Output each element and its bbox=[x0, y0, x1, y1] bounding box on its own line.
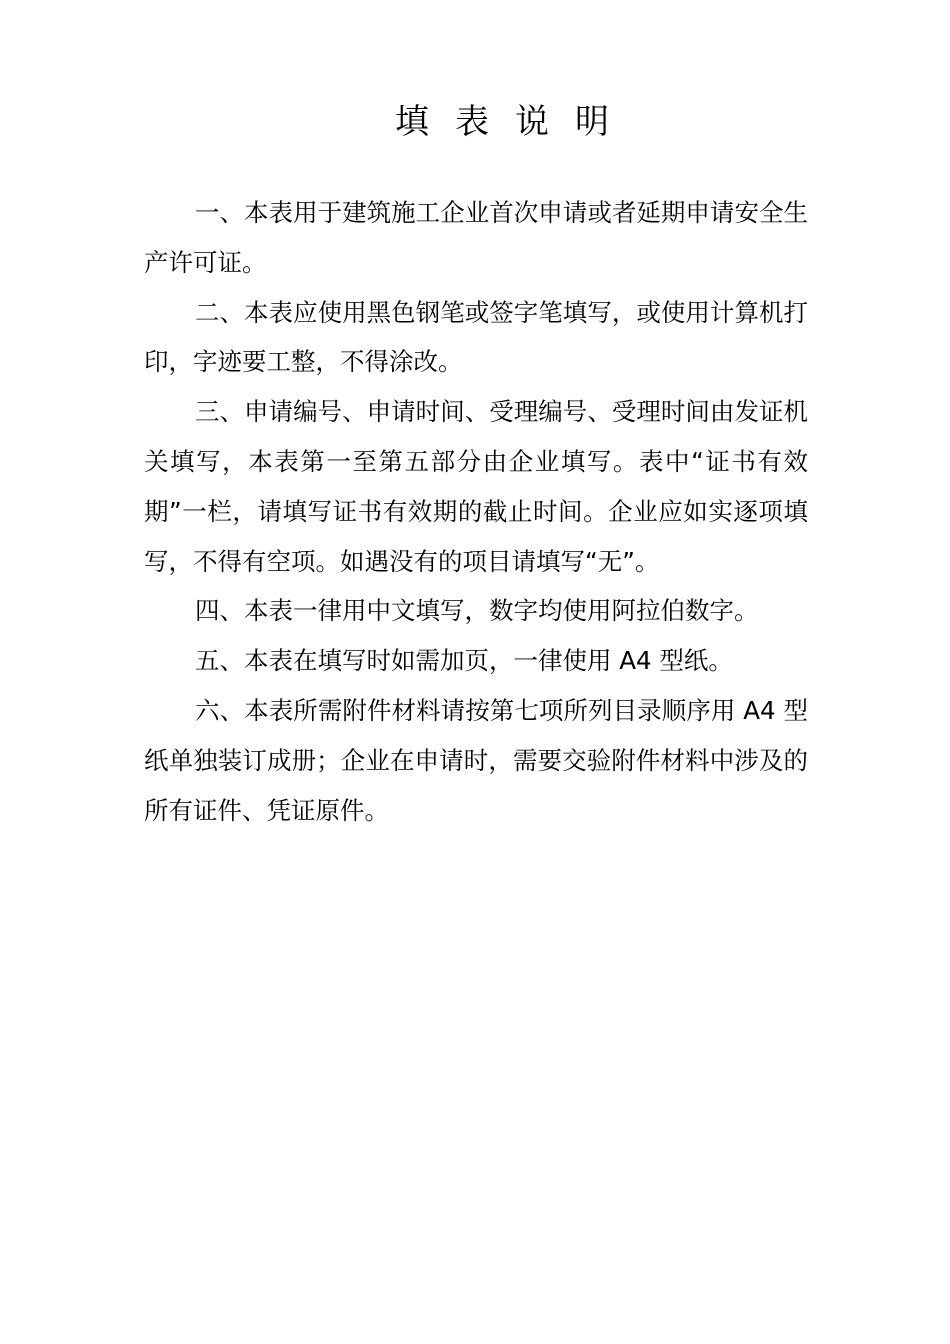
instruction-paragraph-5: 五、本表在填写时如需加页，一律使用 A4 型纸。 bbox=[195, 646, 733, 676]
instruction-paragraph-2: 二、本表应使用黑色钢笔或签字笔填写，或使用计算机打印，字迹要工整，不得涂改。 bbox=[144, 297, 808, 377]
page-title: 填表说明 bbox=[395, 102, 635, 142]
instruction-paragraph-1: 一、本表用于建筑施工企业首次申请或者延期申请安全生产许可证。 bbox=[144, 198, 808, 277]
instruction-paragraph-3: 三、申请编号、申请时间、受理编号、受理时间由发证机关填写，本表第一至第五部分由企业填写。表中“证书有效期”一栏，请填写证书有效期的截止时间。企业应如实逐项填写，不得有空项。如遇没有的项目请填写“无”。 bbox=[144, 397, 808, 576]
instruction-paragraph-6: 六、本表所需附件材料请按第七项所列目录顺序用 A4 型纸单独装订成册；企业在申请时，需要交验附件材料中涉及的所有证件、凭证原件。 bbox=[144, 695, 808, 825]
instruction-paragraph-4: 四、本表一律用中文填写，数字均使用阿拉伯数字。 bbox=[195, 596, 759, 626]
instructions-body bbox=[144, 188, 808, 835]
